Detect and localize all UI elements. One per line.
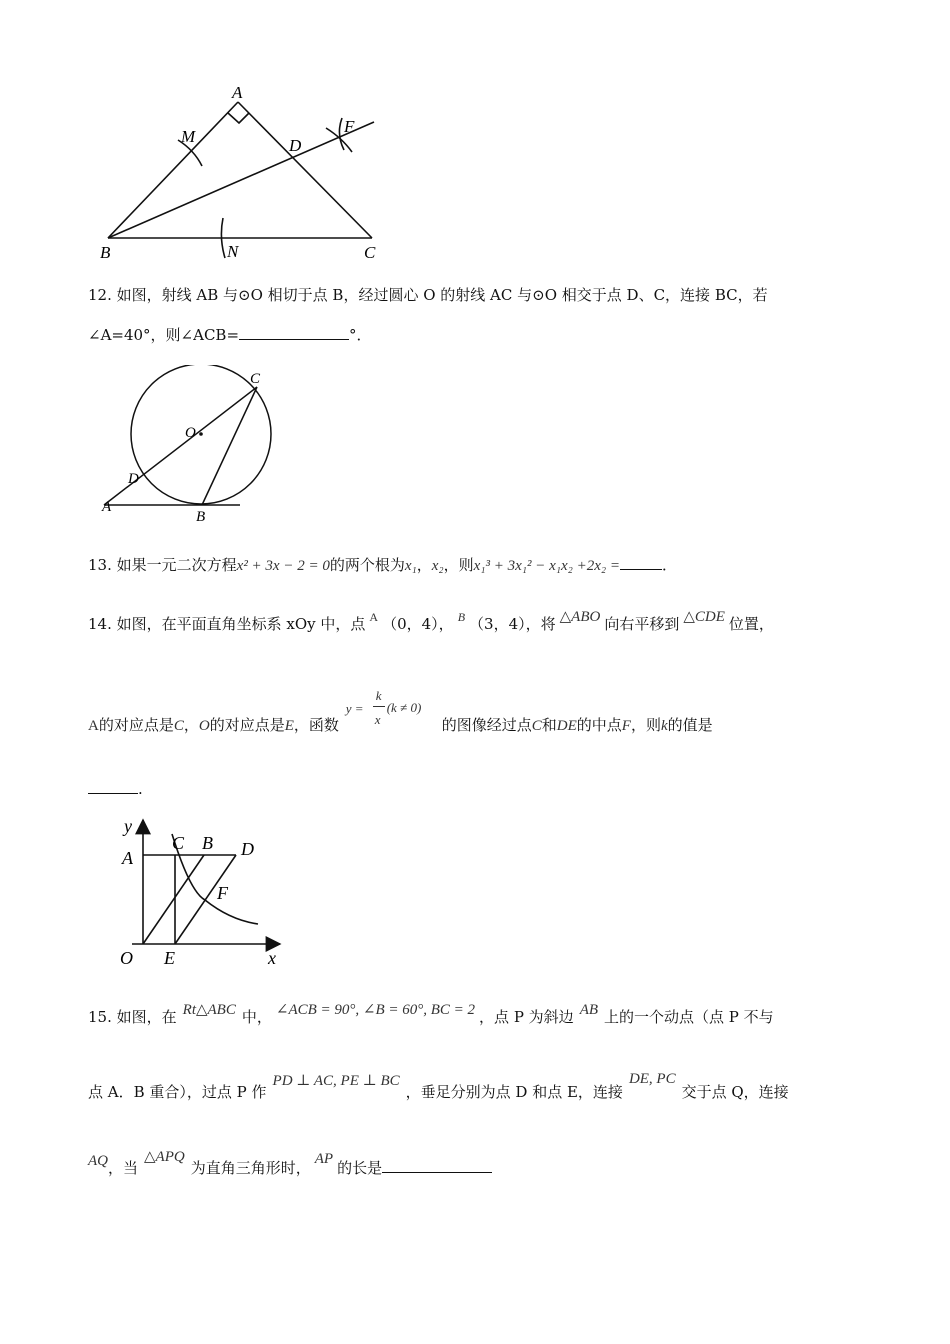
fig14-label-x: x: [268, 948, 276, 968]
q15-line3: [88, 1149, 492, 1177]
q12-text-line2a: ∠A=40°，则∠ACB=: [88, 326, 240, 344]
fig12-label-C: C: [250, 371, 261, 387]
fig14-label-D: D: [241, 839, 254, 859]
q15-line1: [88, 1002, 774, 1026]
q14-func-fraction-bar: [373, 706, 385, 707]
q14-line1: [88, 609, 774, 633]
q13-equation: x² + 3x − 2 = 0: [236, 558, 330, 574]
q14-line3: [88, 781, 143, 797]
fig14-label-A: A: [122, 848, 133, 868]
q14-l2-C: C: [173, 718, 184, 734]
fig11-label-M: M: [181, 127, 196, 146]
fig14-label-O: O: [120, 948, 133, 968]
q13-text1: 如果一元二次方程: [116, 556, 237, 574]
q14-l2-k: k: [660, 718, 668, 734]
q14-B-coord: （3，4），将: [469, 615, 556, 633]
q15-text2: 中，: [241, 1008, 272, 1026]
q14-func-lhs: y =: [345, 701, 364, 716]
q15-text3: ，点 P 为斜边: [479, 1008, 574, 1026]
q15-AB: AB: [579, 1002, 599, 1018]
q14-triangle-ABO: △ABO: [559, 609, 601, 625]
fig14-label-F: F: [217, 883, 228, 903]
fig14-label-E: E: [164, 948, 175, 968]
q15-text4: 上的一个动点（点 P 不与: [604, 1008, 774, 1026]
q15-triangle-APQ: △APQ: [144, 1149, 185, 1165]
q15-line2: [88, 1071, 789, 1101]
q13-answer-blank[interactable]: [620, 557, 662, 570]
q14-func-denominator: x: [374, 712, 381, 727]
fig14-label-y: y: [124, 816, 132, 836]
q14-text3: 位置，: [728, 615, 774, 633]
q13-line: [88, 557, 677, 574]
fig11-label-N: N: [227, 242, 239, 261]
fig12-label-O: O: [185, 425, 196, 441]
q14-l2-text4: 的图像经过点: [441, 716, 532, 734]
q14-l2-text8: 的值是: [667, 716, 713, 734]
fig12-label-D: D: [128, 471, 139, 487]
q14-point-B: B: [457, 610, 466, 624]
q15-l3-text2: 为直角三角形时，: [190, 1159, 311, 1177]
fig11-label-C: C: [364, 243, 376, 262]
fig11-label-A: A: [232, 83, 243, 102]
q15-l2-text1: 点 A．B 重合），过点 P 作: [88, 1083, 267, 1101]
q14-l2-sep1: ，: [183, 716, 199, 734]
q15-text1: 如图，在: [116, 1008, 177, 1026]
figure-q14: [110, 812, 290, 970]
q14-func-numerator: k: [375, 688, 382, 703]
q14-l2-C2: C: [531, 718, 542, 734]
q14-l2-O: O: [198, 718, 210, 734]
fig11-label-F: F: [344, 117, 355, 136]
fig11-label-D: D: [289, 136, 302, 155]
fig14-label-C: C: [172, 833, 185, 853]
q15-AQ: AQ: [88, 1153, 108, 1169]
q15-DE-PC: DE, PC: [628, 1071, 676, 1087]
q14-l2-text5: 和: [541, 716, 557, 734]
q15-rt-triangle: Rt△ABC: [182, 1002, 236, 1018]
q14-line2: [88, 688, 713, 734]
q13-end: ．: [662, 556, 678, 574]
q14-answer-blank[interactable]: [88, 781, 138, 794]
q14-number: 14.: [88, 615, 112, 633]
q14-l2-text7: ，则: [630, 716, 661, 734]
q13-root1: x₁: [404, 558, 417, 574]
q12-text-line1: 如图，射线 AB 与⊙O 相切于点 B，经过圆心 O 的射线 AC 与⊙O 相交于点 D、C，连接 BC，若: [116, 286, 768, 304]
q14-A-coord: （0，4），: [382, 615, 454, 633]
fig12-label-A: A: [102, 499, 112, 515]
q14-text1: 如图，在平面直角坐标系 xOy 中，点: [116, 615, 366, 633]
q13-root2: x₂: [431, 558, 444, 574]
q14-end: .: [138, 780, 143, 798]
q14-text2: 向右平移到: [604, 615, 680, 633]
q13-expression: x₁³ + 3x₁² − x₁x₂ +2x₂ =: [473, 558, 620, 574]
q15-condition: ∠ACB = 90°, ∠B = 60°, BC = 2: [275, 1002, 476, 1018]
q14-function: [344, 688, 442, 730]
q13-text2: 的两个根为: [329, 556, 405, 574]
q13-text3: ，则: [443, 556, 474, 574]
q12-line1: [88, 288, 768, 303]
q12-answer-blank[interactable]: [239, 327, 349, 340]
q15-l3-text3: 的长是: [337, 1159, 383, 1177]
fig11-label-B: B: [100, 243, 111, 262]
q14-l2-E: E: [284, 718, 294, 734]
q15-l2-text3: 交于点 Q，连接: [681, 1083, 789, 1101]
q15-l2-text2: ，垂足分别为点 D 和点 E，连接: [405, 1083, 623, 1101]
q12-number: 12.: [88, 286, 112, 304]
figure-q12: [98, 365, 278, 525]
q14-l2-text3: ，函数: [293, 716, 339, 734]
q14-func-condition: (k ≠ 0): [386, 700, 422, 715]
q15-number: 15.: [88, 1008, 112, 1026]
q15-answer-blank[interactable]: [382, 1160, 492, 1173]
fig12-label-B: B: [196, 509, 206, 525]
figure-q11: [90, 80, 390, 265]
q14-point-A: A: [369, 610, 379, 624]
q13-number: 13.: [88, 556, 112, 574]
q12-line2: [88, 327, 372, 343]
q15-AP: AP: [314, 1151, 334, 1167]
q13-sep: ，: [416, 556, 432, 574]
q14-l2-text6: 的中点: [576, 716, 622, 734]
fig14-label-B: B: [202, 833, 213, 853]
q14-triangle-CDE: △CDE: [683, 609, 725, 625]
q14-l2-F: F: [621, 718, 631, 734]
q14-l2-DE: DE: [556, 718, 577, 734]
q14-l2-text2: 的对应点是: [209, 716, 285, 734]
q12-text-line2b: °．: [349, 326, 372, 344]
q14-l2-text1: 的对应点是: [98, 716, 174, 734]
q15-perpendiculars: PD ⊥ AC, PE ⊥ BC: [272, 1073, 400, 1089]
q14-l2-A: A: [88, 718, 99, 734]
q15-l3-text1: ，当: [108, 1159, 139, 1177]
